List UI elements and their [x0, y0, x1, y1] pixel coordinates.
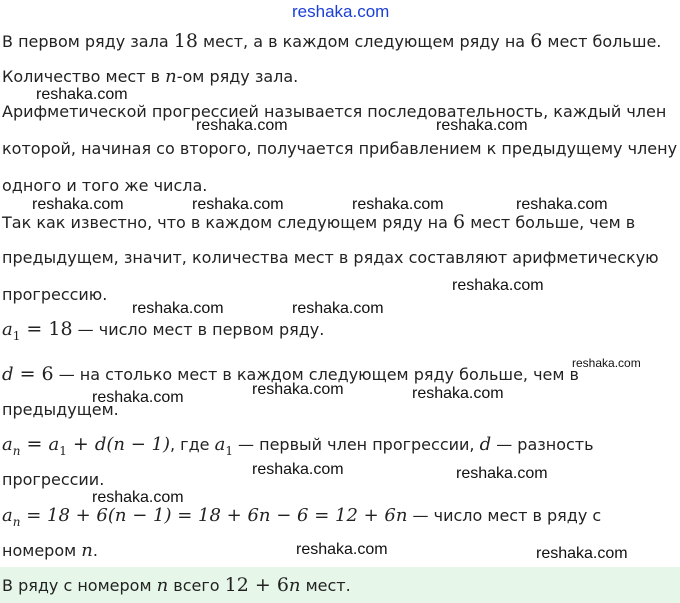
watermark: reshaka.com — [36, 86, 128, 103]
definition-line-2: которой, начиная со второго, получается прибавлением к предыдущему члену — [2, 139, 678, 158]
computation-line — [2, 505, 601, 528]
symbol-d: d — [479, 434, 492, 455]
watermark: reshaka.com — [32, 196, 124, 213]
watermark: reshaka.com — [92, 389, 184, 406]
subscript: n — [12, 444, 21, 458]
answer-line — [2, 574, 351, 597]
subscript: 1 — [12, 329, 21, 343]
text: — число мест в ряду с — [407, 506, 602, 525]
watermark: reshaka.com — [252, 381, 344, 398]
computation-line-2 — [2, 540, 98, 562]
watermark: reshaka.com — [252, 461, 344, 478]
first-term-line — [2, 318, 324, 342]
text: — число мест в первом ряду. — [72, 320, 325, 339]
text: -ом ряду зала. — [176, 67, 299, 86]
symbol-a: a — [2, 434, 13, 455]
number: 6 — [453, 211, 466, 233]
watermark: reshaka.com — [352, 196, 444, 213]
formula: (n − 1) — [106, 434, 170, 455]
watermark: reshaka.com — [572, 356, 641, 370]
text: — разность — [491, 435, 594, 454]
text: . — [92, 541, 98, 560]
reasoning-line-2: предыдущем, значит, количества мест в рядах составляют арифметическую — [2, 248, 659, 267]
subscript: n — [12, 515, 21, 529]
reasoning-line-1 — [2, 211, 635, 234]
watermark: reshaka.com — [452, 277, 544, 294]
general-formula-line — [2, 433, 594, 457]
definition-line-1: Арифметической прогрессией называется последовательность, каждый член — [2, 102, 667, 121]
watermark: reshaka.com — [92, 489, 184, 506]
symbol-d: d — [2, 364, 14, 385]
watermark: reshaka.com — [436, 117, 528, 134]
text: В первом ряду зала — [2, 32, 174, 51]
text: мест, а в каждом следующем ряду на — [197, 32, 531, 51]
watermark: reshaka.com — [516, 196, 608, 213]
variable-n: n — [288, 575, 301, 596]
reasoning-line-3: прогрессию. — [2, 285, 108, 304]
watermark: reshaka.com — [192, 196, 284, 213]
number: 6 — [530, 30, 543, 52]
general-formula-line-2: прогрессии. — [2, 470, 105, 489]
watermark: reshaka.com — [132, 300, 224, 317]
symbol-a: a — [2, 319, 13, 340]
text: Так как известно, что в каждом следующем ряду на — [2, 213, 454, 232]
text: — на столько мест в каждом следующем ряду больше, чем в — [53, 365, 579, 384]
watermark: reshaka.com — [296, 541, 388, 558]
symbol-a: a — [48, 434, 60, 455]
formula: = 6 — [13, 363, 54, 385]
text: , где — [170, 435, 215, 454]
formula: 12 + 6 — [224, 574, 289, 596]
watermark-top[interactable]: reshaka.com — [292, 2, 390, 21]
watermark: reshaka.com — [196, 117, 288, 134]
text: номером — [2, 541, 82, 560]
formula: = 18 — [20, 318, 73, 340]
subscript: 1 — [225, 444, 233, 458]
formula: = 18 + 6(n − 1) = 18 + 6n − 6 = 12 + 6n — [20, 505, 408, 526]
formula: + — [66, 433, 95, 455]
subscript: 1 — [59, 444, 67, 458]
symbol-a: a — [2, 505, 13, 526]
text: Количество мест в — [2, 67, 166, 86]
difference-line-2: предыдущем. — [2, 400, 119, 419]
difference-line — [2, 363, 579, 386]
answer-box — [0, 567, 680, 603]
text: мест больше. — [542, 32, 662, 51]
symbol-a: a — [214, 434, 226, 455]
text: мест. — [300, 576, 351, 595]
text: — первый член прогрессии, — [232, 435, 480, 454]
variable-n: n — [156, 575, 169, 596]
formula: = — [20, 433, 49, 455]
text: В ряду с номером — [2, 576, 157, 595]
problem-statement — [2, 30, 661, 53]
watermark: reshaka.com — [412, 385, 504, 402]
definition-line-3: одного и того же числа. — [2, 176, 208, 195]
text: всего — [168, 576, 225, 595]
watermark: reshaka.com — [536, 545, 628, 562]
watermark: reshaka.com — [456, 465, 548, 482]
number: 18 — [173, 30, 198, 52]
watermark: reshaka.com — [292, 300, 384, 317]
variable-n: n — [81, 540, 93, 561]
question-line — [2, 66, 298, 88]
symbol-d: d — [94, 434, 107, 455]
text: мест больше, чем в — [465, 213, 636, 232]
variable-n: n — [165, 66, 177, 87]
